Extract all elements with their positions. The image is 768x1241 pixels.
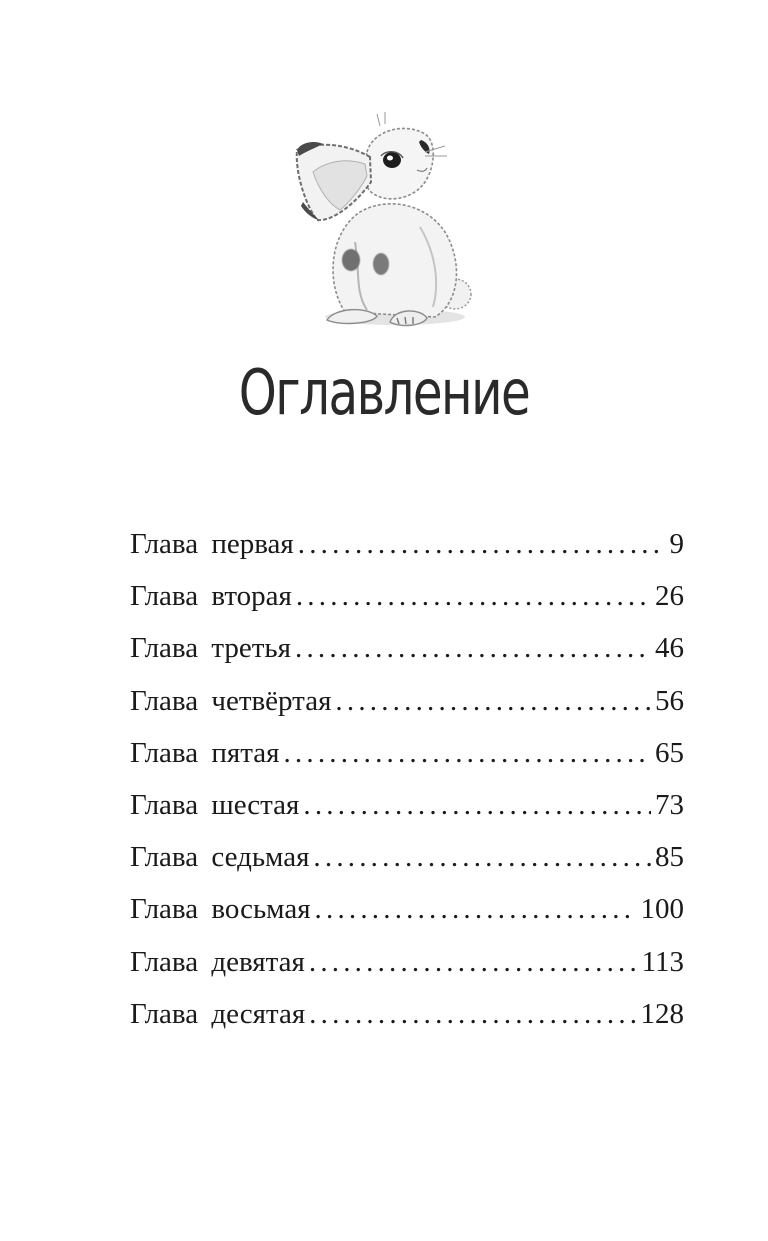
toc-entry-title: Глава пятая: [130, 736, 280, 769]
toc-entry-page: 9: [669, 528, 684, 560]
dot-leader: [298, 524, 666, 564]
dot-leader: [283, 733, 651, 773]
toc-entry-page: 26: [655, 580, 684, 613]
toc-entry-title: Глава четвёртая: [130, 684, 332, 717]
toc-entry[interactable]: [130, 524, 684, 576]
dot-leader: [309, 994, 636, 1034]
toc-entry[interactable]: [130, 889, 684, 941]
toc-entry-title: Глава шестая: [130, 788, 300, 821]
toc-entry[interactable]: [130, 994, 684, 1046]
toc-entry-title: Глава десятая: [130, 997, 306, 1030]
toc-entry-page: 56: [655, 684, 684, 717]
toc-entry-page: 73: [655, 788, 684, 821]
dot-leader: [295, 628, 651, 668]
page-title: Оглавление: [238, 356, 530, 429]
dot-leader: [309, 942, 638, 982]
dot-leader: [335, 681, 651, 721]
toc-entry-title: Глава вторая: [130, 580, 292, 613]
toc-entry-title: Глава первая: [130, 528, 294, 560]
dot-leader: [296, 576, 651, 616]
toc-entry[interactable]: [130, 681, 684, 733]
toc-entry[interactable]: [130, 733, 684, 785]
toc-entry-page: 128: [640, 997, 684, 1030]
toc-entry-page: 100: [640, 893, 684, 926]
toc-entry-title: Глава девятая: [130, 945, 305, 978]
dot-leader: [303, 785, 651, 825]
toc-entry-page: 113: [641, 945, 684, 978]
toc-entry[interactable]: [130, 628, 684, 680]
toc-entry-page: 65: [655, 736, 684, 769]
toc-entry-title: Глава седьмая: [130, 841, 310, 874]
toc-entry-page: 85: [655, 841, 684, 874]
rabbit-icon: [285, 112, 485, 332]
table-of-contents: [130, 524, 684, 1046]
dot-leader: [315, 889, 637, 929]
toc-entry[interactable]: [130, 837, 684, 889]
dot-leader: [313, 837, 651, 877]
toc-entry-title: Глава третья: [130, 632, 291, 665]
toc-entry[interactable]: [130, 942, 684, 994]
rabbit-illustration: [285, 112, 485, 332]
toc-entry-page: 46: [655, 632, 684, 665]
toc-entry[interactable]: [130, 785, 684, 837]
toc-entry-title: Глава восьмая: [130, 893, 311, 926]
toc-entry[interactable]: [130, 576, 684, 628]
